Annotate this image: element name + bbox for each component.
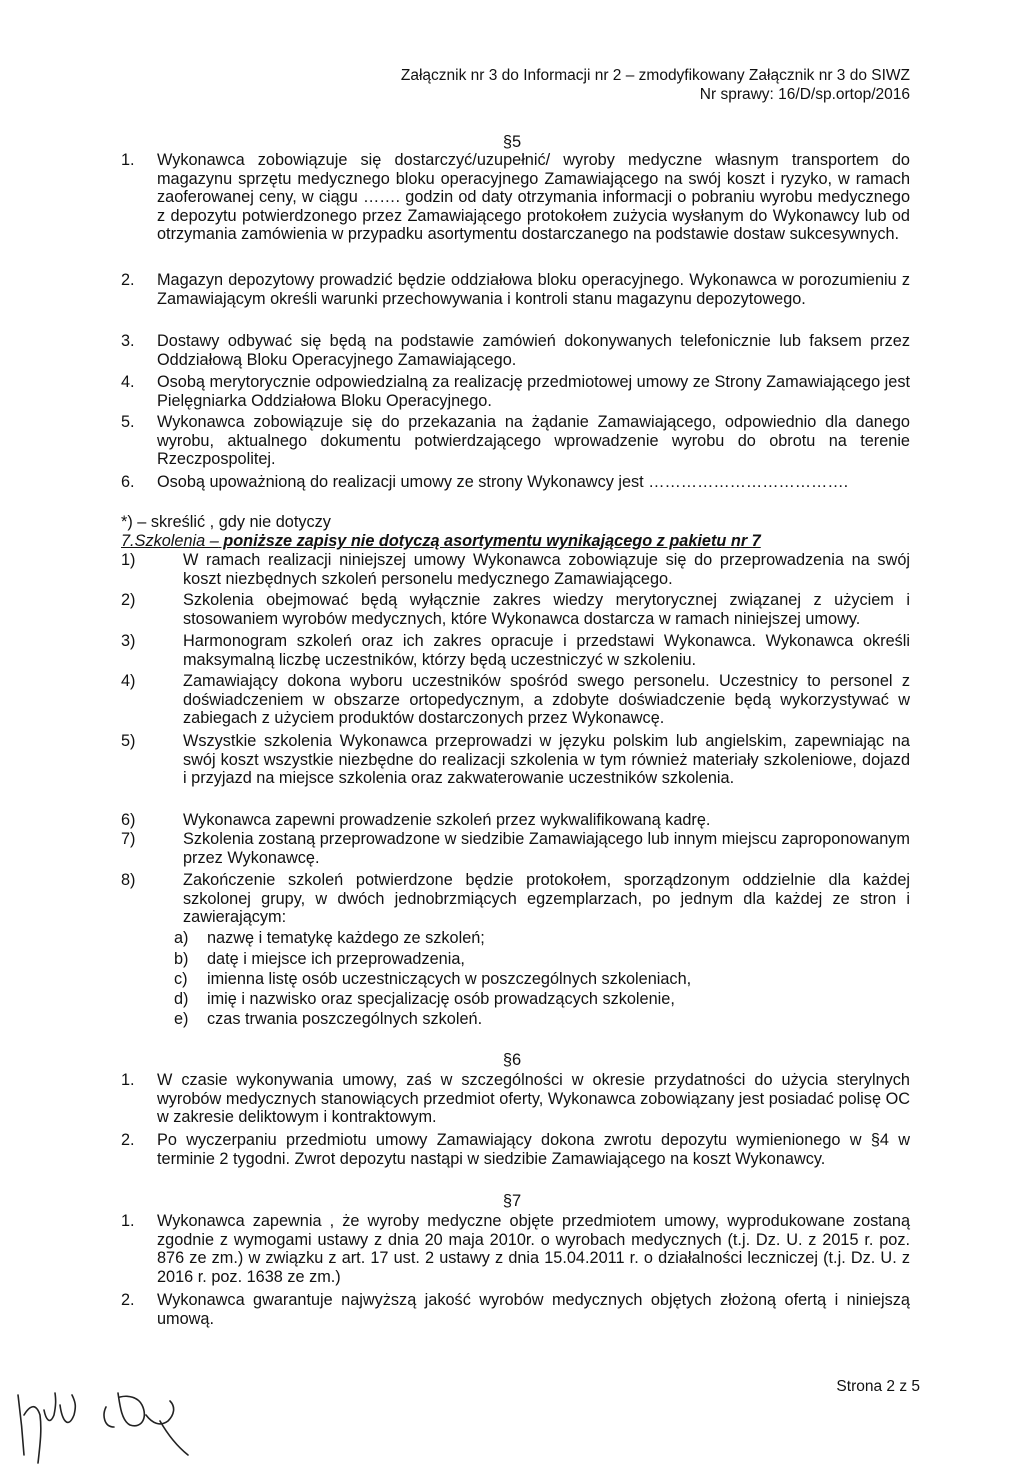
training-item-1	[121, 551, 910, 588]
s6-item-1	[121, 1071, 910, 1127]
page-number: Strona 2 z 5	[836, 1378, 920, 1395]
section-6-heading: §6	[502, 1051, 522, 1069]
item-number: 2.	[121, 271, 135, 289]
item-text: Harmonogram szkoleń oraz ich zakres opracuje i przedstawi Wykonawca. Wykonawca określi maksymalną liczbę uczestników, którzy będą uczestniczyć w szkoleniu.	[183, 632, 910, 669]
item-number: 3.	[121, 332, 135, 350]
item-text: Wykonawca zapewni prowadzenie szkoleń przez wykwalifikowaną kadrę.	[183, 811, 711, 829]
item-number: 2)	[121, 591, 136, 609]
sub-item-text: imienna listę osób uczestniczących w poszczególnych szkoleniach,	[207, 970, 692, 988]
training-item-5	[121, 732, 910, 807]
item-text: Wykonawca zapewnia , że wyroby medyczne objęte przedmiotem umowy, wyprodukowane zostaną zgodnie z wymogami ustawy z dnia 20 maja 2010r. o wyrobach medycznych (t.j. Dz. U. z 2015 r. poz. 876 ze zm.) w związku z art. 17 ust. 2 ustawy z dnia 15.04.2011 r. o działalności leczniczej (t.j. Dz. U. z 2016 r. poz. 1638 ze zm.)	[157, 1212, 910, 1286]
sub-item-text: datę i miejsce ich przeprowadzenia,	[207, 950, 465, 968]
item-number: 4)	[121, 672, 136, 690]
training-item-2	[121, 591, 910, 628]
item-text: W ramach realizacji niniejszej umowy Wykonawca zobowiązuje się do przeprowadzenia na swój koszt niezbędnych szkoleń personelu medycznego Zamawiającego.	[183, 551, 910, 588]
item-text: Osobą upoważnioną do realizacji umowy ze strony Wykonawcy jest ……………………………….	[157, 473, 849, 491]
training-item-8	[121, 871, 910, 927]
item-text: Zamawiający dokona wyboru uczestników spośród swego personelu. Uczestnicy to personel z doświadczeniem w obszarze ortopedycznym, a zdobyte doświadczenie będą wykorzystywać w zabiegach z użyciem produktów dostarczonych przez Wykonawcę.	[183, 672, 910, 727]
sub-item-text: czas trwania poszczególnych szkoleń.	[207, 1010, 483, 1028]
training-heading-label: 7.Szkolenia –	[121, 532, 219, 550]
item-text: Po wyczerpaniu przedmiotu umowy Zamawiający dokona zwrotu depozytu wymienionego w §4 w terminie 2 tygodni. Zwrot depozytu nastąpi w siedzibie Zamawiającego na koszt Wykonawcy.	[157, 1131, 910, 1168]
training-heading	[121, 532, 761, 551]
item-number: 7)	[121, 830, 136, 848]
sub-item-text: nazwę i tematykę każdego ze szkoleń;	[207, 929, 485, 947]
item-text: Wykonawca zobowiązuje się dostarczyć/uzupełnić/ wyroby medyczne własnym transportem do magazynu sprzętu medycznego bloku operacyjnego Zamawiającego na swój koszt i ryzyko, w ramach zaoferowanej ceny, w ciągu ……. godzin od daty otrzymania informacji o pobraniu wyrobu medycznego z depozytu potwierdzonego przez Zamawiającego protokołem zużycia wysłanym do Wykonawcy lub od otrzymania zamówienia w przypadku asortymentu dostarczanego na podstawie dostaw sukcesywnych.	[157, 151, 910, 243]
item-number: 2.	[121, 1131, 135, 1149]
training-item-4	[121, 672, 910, 728]
s7-item-1	[121, 1212, 910, 1287]
item-number: 5)	[121, 732, 136, 750]
item-text: Dostawy odbywać się będą na podstawie zamówień dokonywanych telefonicznie lub faksem przez Oddziałową Bloku Operacyjnego Zamawiającego.	[157, 332, 910, 369]
sub-item-letter: c)	[174, 970, 188, 988]
attachment-reference: Załącznik nr 3 do Informacji nr 2 – zmodyfikowany Załącznik nr 3 do SIWZ	[400, 67, 910, 84]
item-number: 4.	[121, 373, 135, 391]
item-text: Wykonawca gwarantuje najwyższą jakość wyrobów medycznych objętych złożoną ofertą i niniejszą umową.	[157, 1291, 910, 1328]
s5-item-6	[121, 473, 910, 493]
item-number: 6.	[121, 473, 135, 491]
training-item-6	[121, 811, 910, 831]
item-number: 1.	[121, 1071, 135, 1089]
training-item-7	[121, 830, 910, 867]
training-item-3	[121, 632, 910, 669]
item-text: Magazyn depozytowy prowadzić będzie oddziałowa bloku operacyjnego. Wykonawca w porozumieniu z Zamawiającym określi warunki przechowywania i kontroli stanu magazynu depozytowego.	[157, 271, 910, 308]
item-text: Osobą merytorycznie odpowiedzialną za realizację przedmiotowej umowy ze Strony Zamawiającego jest Pielęgniarka Oddziałowa Bloku Operacyjnego.	[157, 373, 910, 410]
sub-item-letter: a)	[174, 929, 189, 947]
item-text: Wszystkie szkolenia Wykonawca przeprowadzi w języku polskim lub angielskim, zapewniając na swój koszt wszystkie niezbędne do realizacji szkolenia w tym również materiały szkoleniowe, dojazd i przyjazd na miejsce szkolenia oraz zakwaterowanie uczestników szkolenia.	[183, 732, 910, 787]
item-number: 1.	[121, 1212, 135, 1230]
item-number: 1)	[121, 551, 136, 569]
case-number: Nr sprawy: 16/D/sp.ortop/2016	[699, 86, 910, 103]
section-5-heading: §5	[502, 133, 522, 151]
footnote: *) – skreślić , gdy nie dotyczy	[121, 513, 331, 531]
item-text: Szkolenia obejmować będą wyłącznie zakres wiedzy merytorycznej związanej z użyciem i stosowaniem wyrobów medycznych, które Wykonawca dostarcza w ramach niniejszej umowy.	[183, 591, 910, 628]
training-heading-note: poniższe zapisy nie dotyczą asortymentu wynikającego z pakietu nr 7	[218, 532, 761, 550]
s6-item-2	[121, 1131, 910, 1168]
item-text: W czasie wykonywania umowy, zaś w szczególności w okresie przydatności do użycia sterylnych wyrobów medycznych stanowiących przedmiot oferty, Wykonawca zobowiązany jest posiadać polisę OC w zakresie deliktowym i kontraktowym.	[157, 1071, 910, 1126]
item-number: 8)	[121, 871, 136, 889]
item-number: 3)	[121, 632, 136, 650]
item-number: 2.	[121, 1291, 135, 1309]
sub-item-letter: b)	[174, 950, 189, 968]
item-number: 5.	[121, 413, 135, 431]
handwritten-signature	[10, 1375, 200, 1465]
item-number: 6)	[121, 811, 136, 829]
document-header	[401, 66, 910, 104]
sub-item-text: imię i nazwisko oraz specjalizację osób prowadzących szkolenie,	[207, 990, 675, 1008]
item-text: Szkolenia zostaną przeprowadzone w siedzibie Zamawiającego lub innym miejscu zaproponowanym przez Wykonawcę.	[183, 830, 910, 867]
s5-item-4	[121, 373, 910, 410]
s7-item-2	[121, 1291, 910, 1328]
item-text: Zakończenie szkoleń potwierdzone będzie protokołem, sporządzonym oddzielnie dla każdej szkolonej grupy, w dwóch jednobrzmiących egzemplarzach, po jednym dla każdej ze stron i zawierającym:	[183, 871, 910, 926]
s5-item-3	[121, 332, 910, 369]
section-7-heading: §7	[502, 1192, 522, 1210]
sub-item-letter: e)	[174, 1010, 189, 1028]
s5-item-1	[121, 151, 910, 281]
item-number: 1.	[121, 151, 135, 169]
s5-item-2	[121, 271, 910, 327]
s5-item-5	[121, 413, 910, 469]
sub-item-letter: d)	[174, 990, 189, 1008]
item-text: Wykonawca zobowiązuje się do przekazania na żądanie Zamawiającego, odpowiednio dla danego wyrobu, aktualnego dokumentu potwierdzającego wprowadzenie wyrobu do obrotu na terenie Rzeczpospolitej.	[157, 413, 910, 468]
